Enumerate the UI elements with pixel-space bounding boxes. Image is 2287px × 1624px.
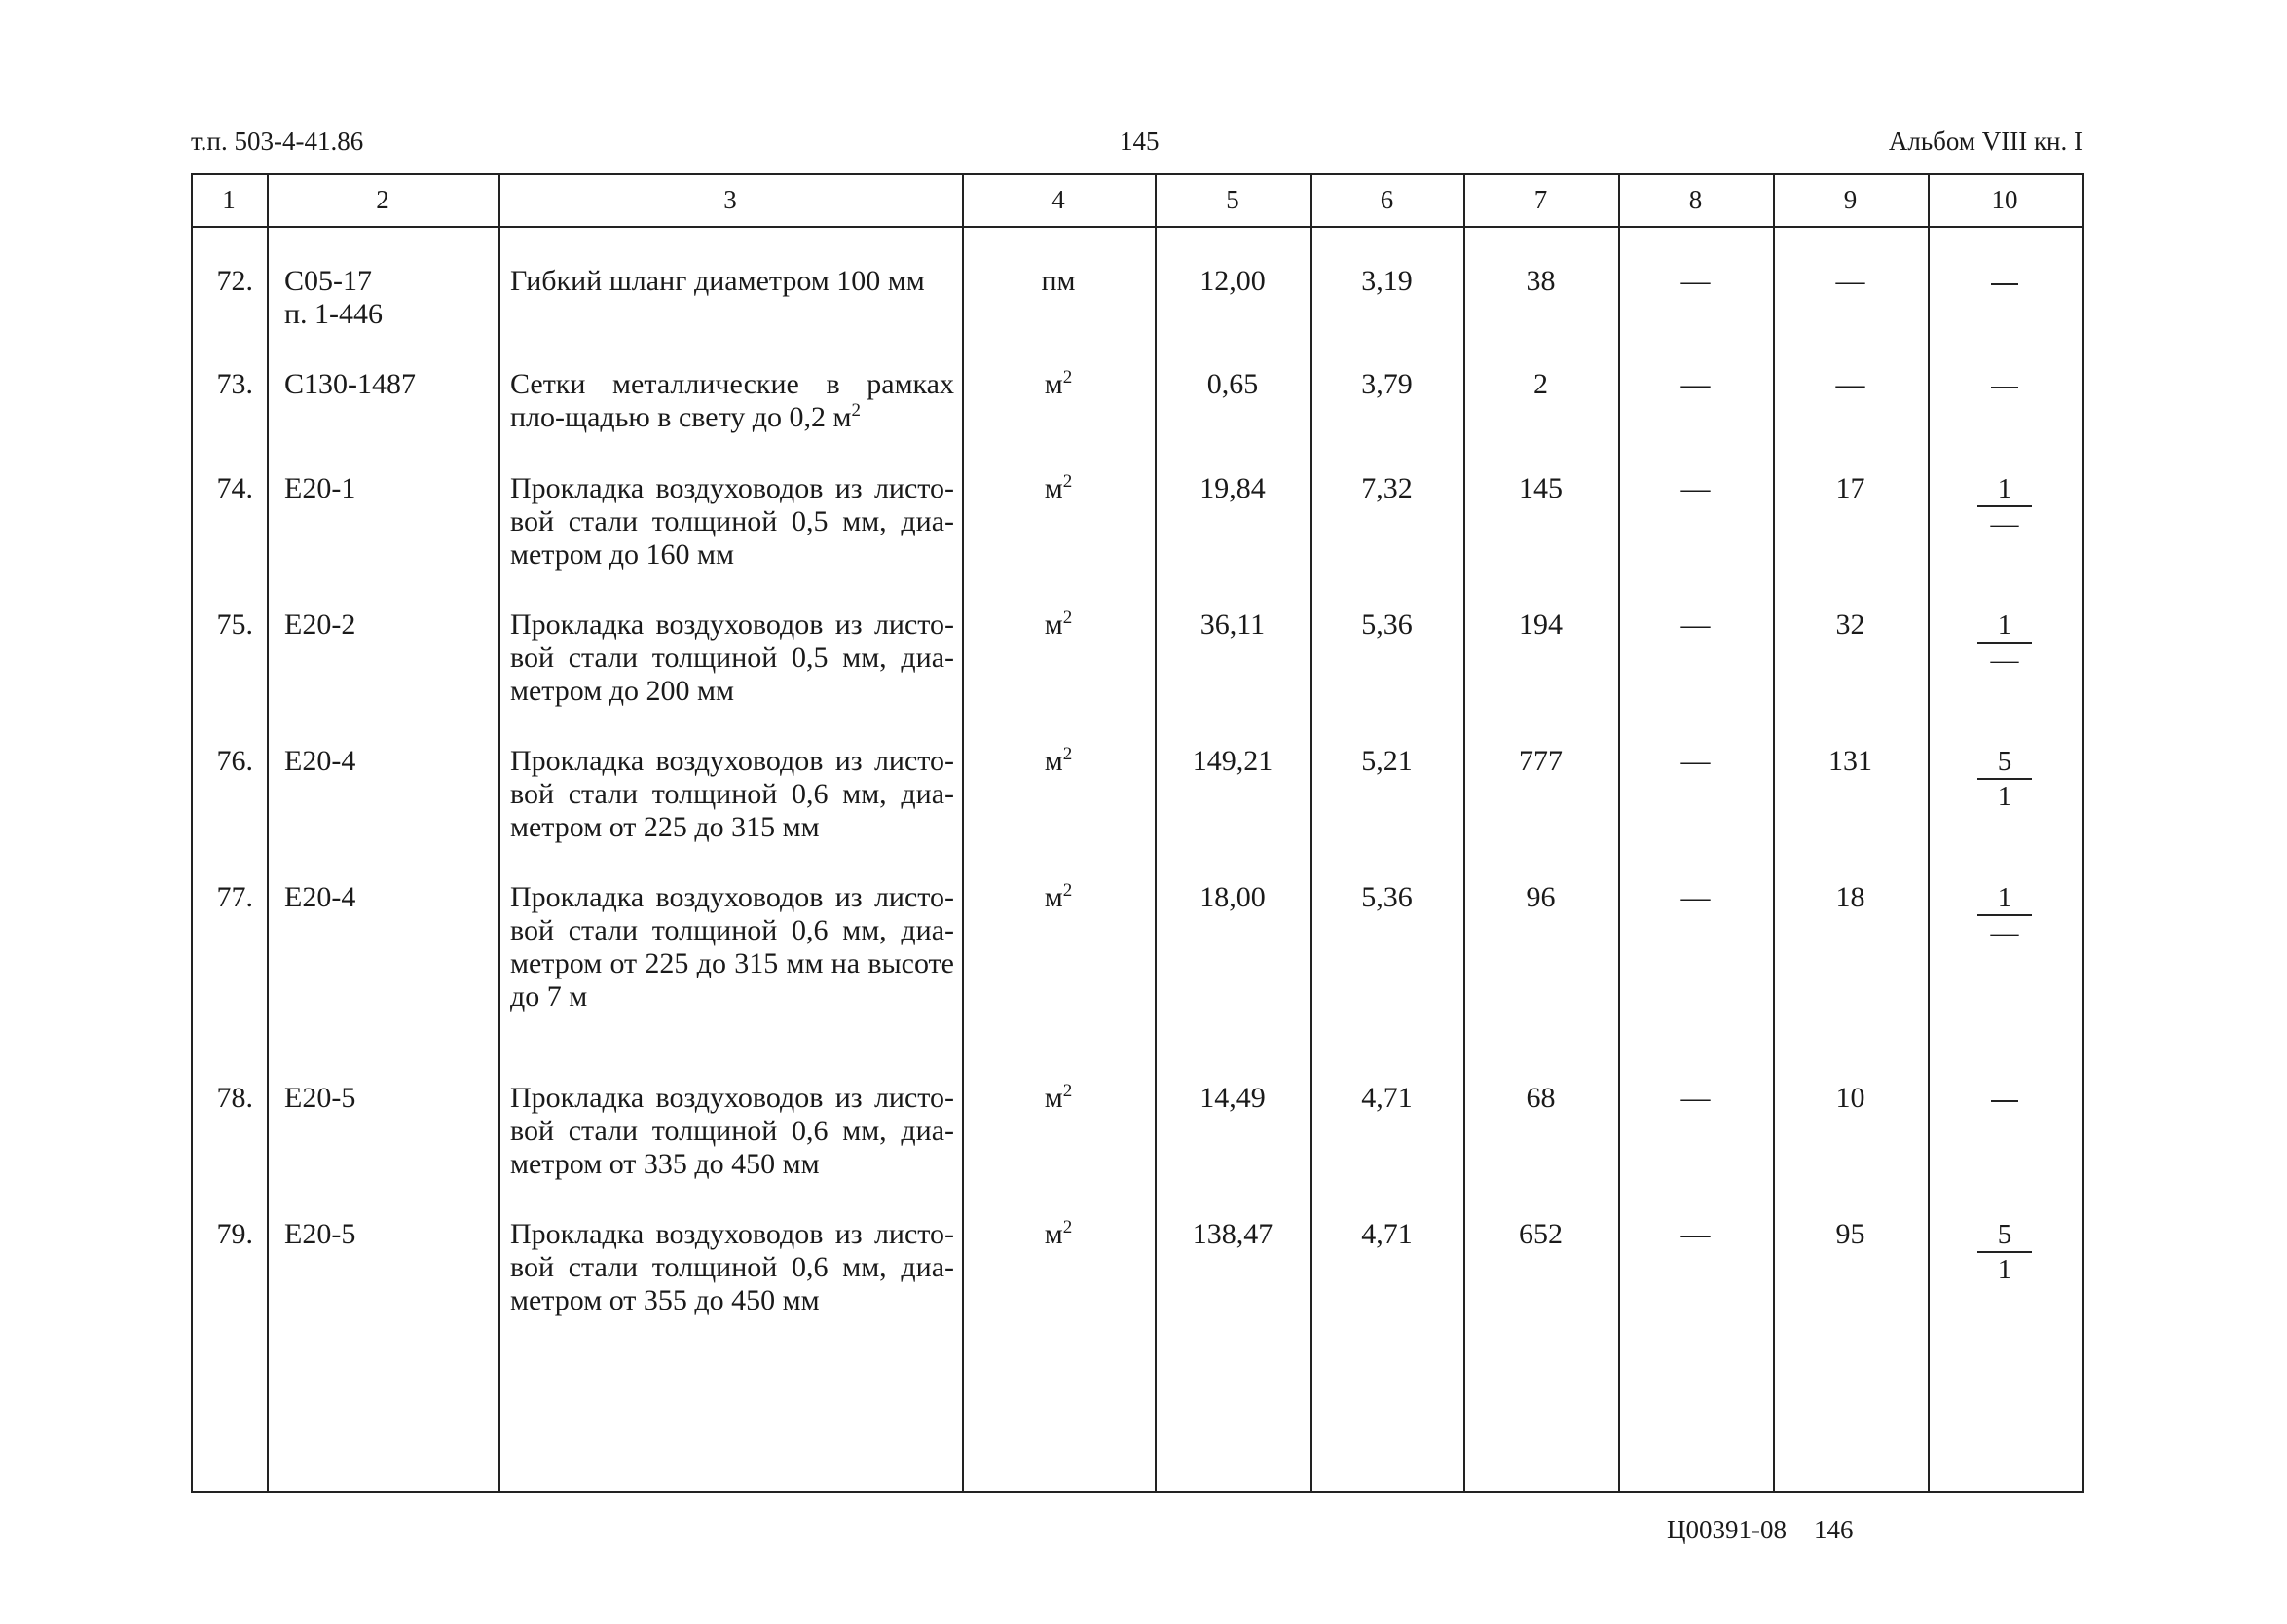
column-number-header: 9 bbox=[1843, 185, 1858, 214]
column-number-header: 2 bbox=[376, 185, 389, 214]
table-vertical-rule bbox=[1928, 173, 1930, 1491]
column-number-header: 1 bbox=[222, 185, 236, 214]
rate-code-line: Е20-1 bbox=[284, 472, 356, 504]
footer bbox=[1667, 1515, 1881, 1545]
rate-code-line: Е20-5 bbox=[284, 1218, 356, 1250]
row-number: 78. bbox=[216, 1082, 253, 1114]
quantity: 0,65 bbox=[1206, 368, 1259, 400]
rate-code-line: Е20-4 bbox=[284, 745, 356, 777]
header-doc-number: т.п. 503-4-41.86 bbox=[191, 127, 364, 156]
column-8-value: — bbox=[1680, 1218, 1711, 1250]
column-8-value: — bbox=[1680, 1082, 1711, 1114]
column-number-header: 6 bbox=[1380, 185, 1394, 214]
rate-code bbox=[284, 368, 493, 401]
table-vertical-rule bbox=[267, 173, 269, 1491]
rate-code bbox=[284, 745, 493, 778]
unit-exponent: 2 bbox=[1062, 880, 1073, 901]
column-10-dash bbox=[1991, 283, 2018, 285]
unit: $м^2$ bbox=[1044, 608, 1073, 641]
table-top-rule bbox=[191, 173, 2084, 175]
fraction-numerator: 5 bbox=[1977, 745, 2032, 780]
row-number: 77. bbox=[216, 881, 253, 913]
column-10-dash bbox=[1991, 387, 2018, 388]
footer-page: 146 bbox=[1814, 1515, 1854, 1544]
column-10-fraction bbox=[1977, 609, 2032, 677]
rate-code-line: Е20-4 bbox=[284, 881, 356, 913]
work-description: Прокладка воздуховодов из листо-вой стали толщиной 0,6 мм, диа-метром от 225 до 315 мм на высоте до 7 м bbox=[510, 881, 954, 1013]
header-album: Альбом VIII кн. I bbox=[1888, 127, 2083, 156]
column-8-value: — bbox=[1680, 368, 1711, 400]
column-9-value: 131 bbox=[1828, 745, 1872, 777]
unit-cost: 3,79 bbox=[1361, 368, 1413, 400]
rate-code bbox=[284, 881, 493, 914]
total-cost: 145 bbox=[1519, 472, 1563, 504]
unit: пм bbox=[1041, 265, 1076, 297]
table-vertical-rule bbox=[2082, 173, 2084, 1491]
column-10-fraction bbox=[1977, 881, 2032, 949]
column-8-value: — bbox=[1680, 265, 1711, 297]
column-10-fraction bbox=[1977, 1218, 2032, 1286]
unit-cost: 4,71 bbox=[1361, 1218, 1413, 1250]
quantity: 149,21 bbox=[1192, 745, 1273, 777]
work-description: Гибкий шланг диаметром 100 мм bbox=[510, 265, 925, 297]
fraction-numerator: 1 bbox=[1977, 609, 2032, 644]
rate-code bbox=[284, 265, 493, 331]
column-10-dash bbox=[1991, 1100, 2018, 1102]
row-number: 74. bbox=[216, 472, 253, 504]
rate-code bbox=[284, 1218, 493, 1251]
unit-exponent: 2 bbox=[1062, 744, 1073, 764]
quantity: 36,11 bbox=[1199, 609, 1266, 641]
fraction-denominator: 1 bbox=[1997, 1254, 2012, 1285]
rate-code-line: С130-1487 bbox=[284, 368, 416, 400]
unit-exponent: 2 bbox=[1062, 367, 1073, 388]
unit: $м^2$ bbox=[1044, 1081, 1073, 1114]
total-cost: 96 bbox=[1526, 881, 1556, 913]
unit-cost: 5,36 bbox=[1361, 881, 1413, 913]
total-cost: 777 bbox=[1519, 745, 1563, 777]
unit-cost: 3,19 bbox=[1361, 265, 1413, 297]
fraction-denominator: — bbox=[1990, 917, 2019, 948]
column-9-value: 10 bbox=[1835, 1082, 1865, 1114]
column-number-header: 8 bbox=[1688, 185, 1703, 214]
row-number: 76. bbox=[216, 745, 253, 777]
unit-exponent: 2 bbox=[1062, 608, 1073, 628]
header-page-number: 145 bbox=[1120, 127, 1160, 156]
column-9-value: 17 bbox=[1835, 472, 1865, 504]
column-8-value: — bbox=[1680, 745, 1711, 777]
total-cost: 652 bbox=[1519, 1218, 1563, 1250]
rate-code bbox=[284, 472, 493, 505]
unit: $м^2$ bbox=[1044, 1217, 1073, 1250]
row-number: 73. bbox=[216, 368, 253, 400]
unit-cost: 4,71 bbox=[1361, 1082, 1413, 1114]
unit: $м^2$ bbox=[1044, 880, 1073, 913]
work-description: Сетки металлические в рамках пло-щадью в свету до 0,2 $м^2$ bbox=[510, 368, 954, 433]
unit-cost: 7,32 bbox=[1361, 472, 1413, 504]
rate-code bbox=[284, 609, 493, 642]
column-number-header: 4 bbox=[1051, 185, 1065, 214]
work-description: Прокладка воздуховодов из листо-вой стали толщиной 0,6 мм, диа-метром от 225 до 315 мм bbox=[510, 745, 954, 843]
fraction-denominator: — bbox=[1990, 508, 2019, 539]
column-9-value: 32 bbox=[1835, 609, 1865, 641]
quantity: 19,84 bbox=[1199, 472, 1266, 504]
table-header-rule bbox=[191, 226, 2084, 228]
column-9-value: — bbox=[1835, 368, 1865, 400]
total-cost: 38 bbox=[1526, 265, 1556, 297]
unit: $м^2$ bbox=[1044, 744, 1073, 777]
rate-code-item: п. 1-446 bbox=[284, 298, 384, 330]
column-10-fraction bbox=[1977, 472, 2032, 540]
work-description: Прокладка воздуховодов из листо-вой стали толщиной 0,6 мм, диа-метром от 355 до 450 мм bbox=[510, 1218, 954, 1316]
rate-code-line: Е20-2 bbox=[284, 609, 356, 641]
quantity: 18,00 bbox=[1199, 881, 1266, 913]
quantity: 12,00 bbox=[1199, 265, 1266, 297]
column-8-value: — bbox=[1680, 881, 1711, 913]
rate-code bbox=[284, 1082, 493, 1115]
fraction-numerator: 1 bbox=[1977, 881, 2032, 916]
total-cost: 2 bbox=[1533, 368, 1548, 400]
column-number-header: 3 bbox=[723, 185, 737, 214]
row-number: 75. bbox=[216, 609, 253, 641]
column-number-header: 5 bbox=[1226, 185, 1239, 214]
unit-exponent: 2 bbox=[1062, 1081, 1073, 1101]
unit-exponent: 2 bbox=[851, 400, 862, 421]
total-cost: 194 bbox=[1519, 609, 1563, 641]
work-description: Прокладка воздуховодов из листо-вой стали толщиной 0,6 мм, диа-метром от 335 до 450 мм bbox=[510, 1082, 954, 1180]
footer-code: Ц00391-08 bbox=[1667, 1515, 1787, 1544]
column-number-header: 7 bbox=[1533, 185, 1548, 214]
unit-exponent: 2 bbox=[1062, 1217, 1073, 1237]
fraction-denominator: — bbox=[1990, 645, 2019, 676]
column-8-value: — bbox=[1680, 472, 1711, 504]
column-number-header: 10 bbox=[1991, 185, 2018, 214]
row-number: 79. bbox=[216, 1218, 253, 1250]
rate-code-line: Е20-5 bbox=[284, 1082, 356, 1114]
row-number: 72. bbox=[216, 265, 253, 297]
rate-code-line: С05-17 bbox=[284, 265, 372, 297]
column-10-fraction bbox=[1977, 745, 2032, 813]
unit-cost: 5,36 bbox=[1361, 609, 1413, 641]
unit-cost: 5,21 bbox=[1361, 745, 1413, 777]
column-9-value: — bbox=[1835, 265, 1865, 297]
table-vertical-rule bbox=[498, 173, 500, 1491]
column-9-value: 95 bbox=[1835, 1218, 1865, 1250]
unit: $м^2$ bbox=[1044, 367, 1073, 400]
fraction-numerator: 1 bbox=[1977, 472, 2032, 507]
column-9-value: 18 bbox=[1835, 881, 1865, 913]
fraction-numerator: 5 bbox=[1977, 1218, 2032, 1253]
column-8-value: — bbox=[1680, 609, 1711, 641]
quantity: 138,47 bbox=[1192, 1218, 1273, 1250]
fraction-denominator: 1 bbox=[1997, 781, 2012, 812]
work-description: Прокладка воздуховодов из листо-вой стали толщиной 0,5 мм, диа-метром до 200 мм bbox=[510, 609, 954, 707]
unit: $м^2$ bbox=[1044, 471, 1073, 504]
quantity: 14,49 bbox=[1199, 1082, 1266, 1114]
unit-exponent: 2 bbox=[1062, 471, 1073, 492]
table-bottom-rule bbox=[191, 1491, 2084, 1493]
work-description: Прокладка воздуховодов из листо-вой стали толщиной 0,5 мм, диа-метром до 160 мм bbox=[510, 472, 954, 571]
total-cost: 68 bbox=[1526, 1082, 1556, 1114]
